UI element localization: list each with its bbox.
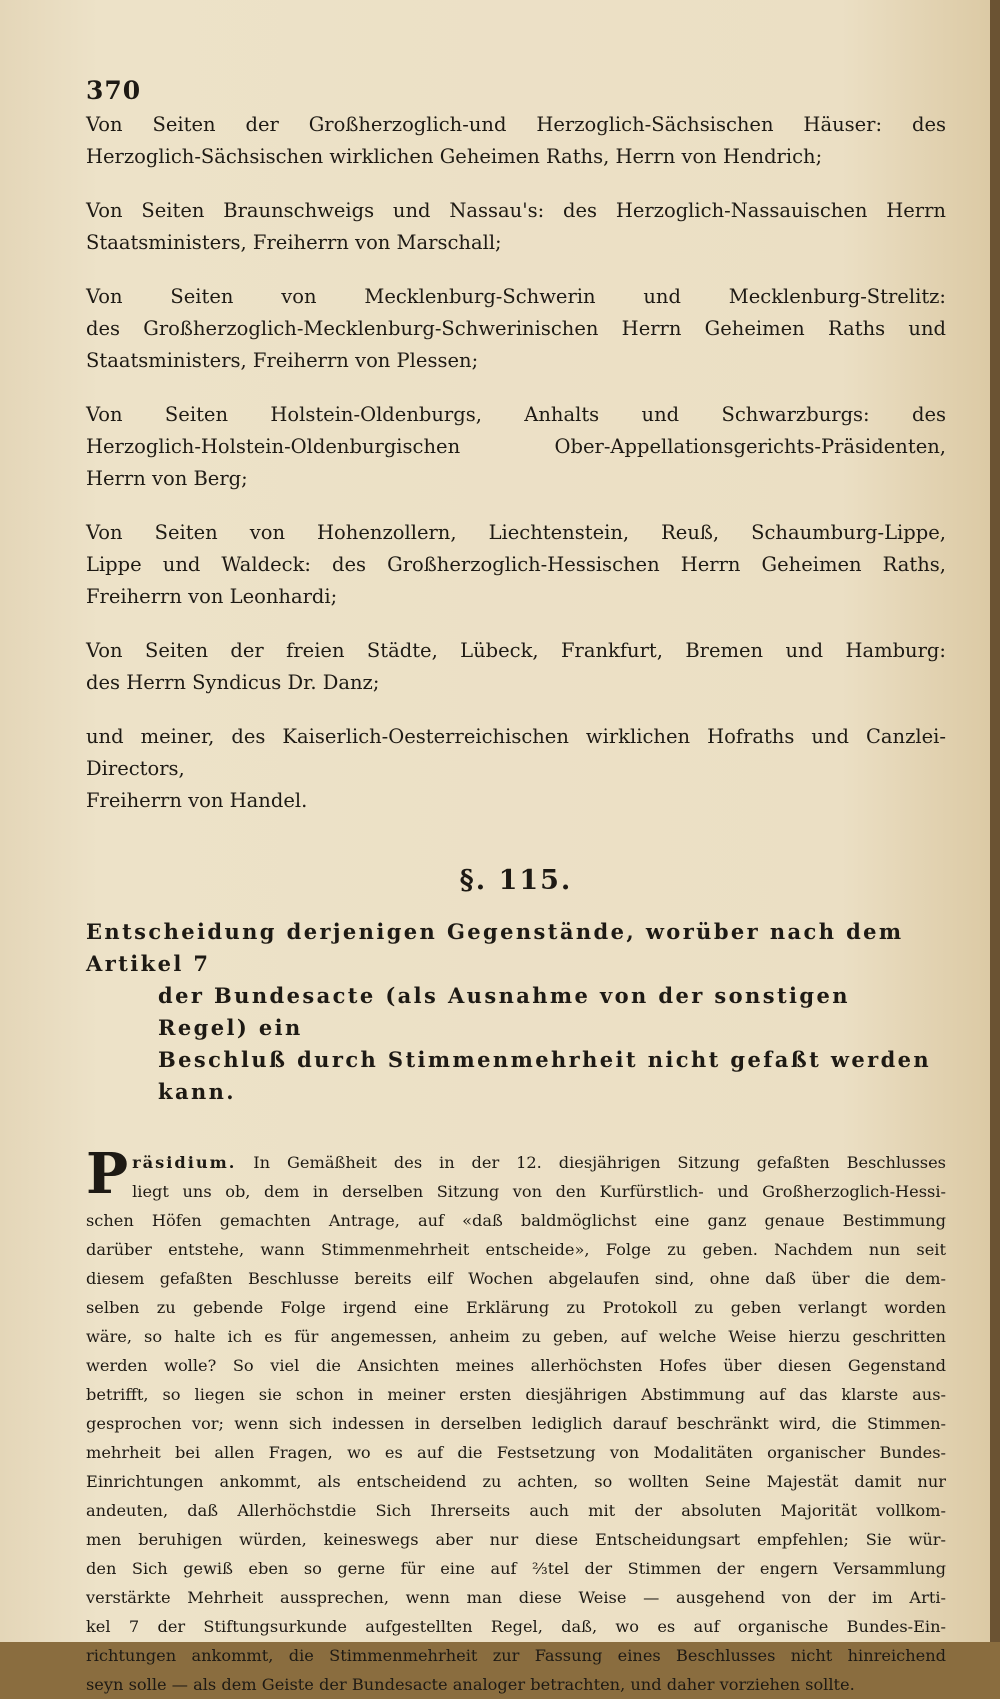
body-line: diesem gefaßten Beschlusse bereits eilf Wochen abgelaufen sind, ohne daß über die dem- [86,1269,946,1288]
entry-line: Herzoglich-Sächsischen wirklichen Geheimen Raths, Herrn von Hendrich; [86,145,823,168]
body-line: men beruhigen würden, keineswegs aber nur diese Entscheidungsart empfehlen; Sie wür- [86,1530,946,1549]
entry-line: Herzoglich-Holstein-Oldenburgischen Ober-Appellationsgerichts-Präsidenten, [86,435,946,458]
body-line: gesprochen vor; wenn sich indessen in derselben lediglich darauf beschränkt wird, die Stimmen- [86,1414,946,1433]
delegate-entry-free-cities [86,635,946,699]
body-line [86,1148,946,1177]
section-title-line: der Bundesacte (als Ausnahme von der sonstigen Regel) ein [158,983,850,1040]
entry-line: des Großherzoglich-Mecklenburg-Schwerinischen Herrn Geheimen Raths und [86,317,946,340]
body-paragraph [86,1141,946,1699]
entry-line: Freiherrn von Handel. [86,789,308,812]
body-line: kel 7 der Stiftungsurkunde aufgestellten Regel, daß, wo es auf organische Bundes-Ein- [86,1617,946,1636]
entry-line: Von Seiten von Mecklenburg-Schwerin und Mecklenburg-Strelitz: [86,285,946,308]
delegate-entry-saxony [86,109,946,173]
body-line: seyn solle — als dem Geiste der Bundesacte analoger betrachten, und daher vorziehen sollte. [86,1675,855,1694]
page-number: 370 [86,76,142,105]
body-line: Einrichtungen ankommt, als entscheidend zu achten, so wollten Seine Majestät damit nur [86,1472,946,1491]
body-line: werden wolle? So viel die Ansichten meines allerhöchsten Hofes über diesen Gegenstand [86,1356,946,1375]
delegate-entry-holstein [86,399,946,495]
body-line-text: In Gemäßheit des in der 12. diesjährigen Sitzung gefaßten Beschlusses [253,1153,946,1172]
body-line: richtungen ankommt, die Stimmenmehrheit zur Fassung eines Beschlusses nicht hinreichend [86,1646,946,1665]
section-title-line: Beschluß durch Stimmenmehrheit nicht gefaßt werden kann. [158,1047,932,1104]
entry-line: Lippe und Waldeck: des Großherzoglich-Hessischen Herrn Geheimen Raths, [86,553,946,576]
section-title [86,916,946,1108]
entry-line: des Herrn Syndicus Dr. Danz; [86,671,380,694]
body-line: verstärkte Mehrheit aussprechen, wenn man diese Weise — ausgehend von der im Arti- [86,1588,946,1607]
page-edge [990,0,1000,1642]
entry-line: Von Seiten Holstein-Oldenburgs, Anhalts und Schwarzburgs: des [86,403,946,426]
body-line: selben zu gebende Folge irgend eine Erklärung zu Protokoll zu geben verlangt worden [86,1298,946,1317]
body-line: mehrheit bei allen Fragen, wo es auf die Festsetzung von Modalitäten organischer Bundes- [86,1443,946,1462]
body-line: wäre, so halte ich es für angemessen, anheim zu geben, auf welche Weise hierzu geschritten [86,1327,946,1346]
body-line: liegt uns ob, dem in derselben Sitzung von den Kurfürstlich- und Großherzoglich-Hessi- [132,1182,946,1201]
delegate-entry-hohenzollern [86,517,946,613]
delegate-entry-austria [86,721,946,817]
body-line: darüber entstehe, wann Stimmenmehrheit entscheide», Folge zu geben. Nachdem nun seit [86,1240,946,1259]
entry-line: Staatsministers, Freiherrn von Plessen; [86,349,479,372]
entry-line: Freiherrn von Leonhardi; [86,585,338,608]
entry-line: und meiner, des Kaiserlich-Oesterreichischen wirklichen Hofraths und Canzlei-Directors, [86,725,946,780]
body-line: betrifft, so liegen sie schon in meiner ersten diesjährigen Abstimmung auf das klarste aus- [86,1385,946,1404]
section-title-line: Entscheidung derjenigen Gegenstände, worüber nach dem Artikel 7 [86,919,904,976]
entry-line: Von Seiten der freien Städte, Lübeck, Frankfurt, Bremen und Hamburg: [86,639,946,662]
entry-line: Von Seiten Braunschweigs und Nassau's: des Herzoglich-Nassauischen Herrn [86,199,946,222]
drop-cap: P [86,1141,129,1207]
section-number: §. 115. [459,865,573,896]
body-line: schen Höfen gemachten Antrage, auf «daß baldmöglichst eine ganz genaue Bestimmung [86,1211,946,1230]
entry-line: Von Seiten der Großherzoglich-und Herzoglich-Sächsischen Häuser: des [86,113,946,136]
body-line: den Sich gewiß eben so gerne für eine auf ⅔tel der Stimmen der engern Versammlung [86,1559,946,1578]
entry-line: Herrn von Berg; [86,467,248,490]
delegate-entry-brunswick-nassau [86,195,946,259]
body-line: andeuten, daß Allerhöchstdie Sich Ihrerseits auch mit der absoluten Majorität vollkom- [86,1501,946,1520]
speaker-label: räsidium. [132,1153,237,1172]
delegate-entry-mecklenburg [86,281,946,377]
entry-line: Von Seiten von Hohenzollern, Liechtenstein, Reuß, Schaumburg-Lippe, [86,521,946,544]
entry-line: Staatsministers, Freiherrn von Marschall; [86,231,502,254]
